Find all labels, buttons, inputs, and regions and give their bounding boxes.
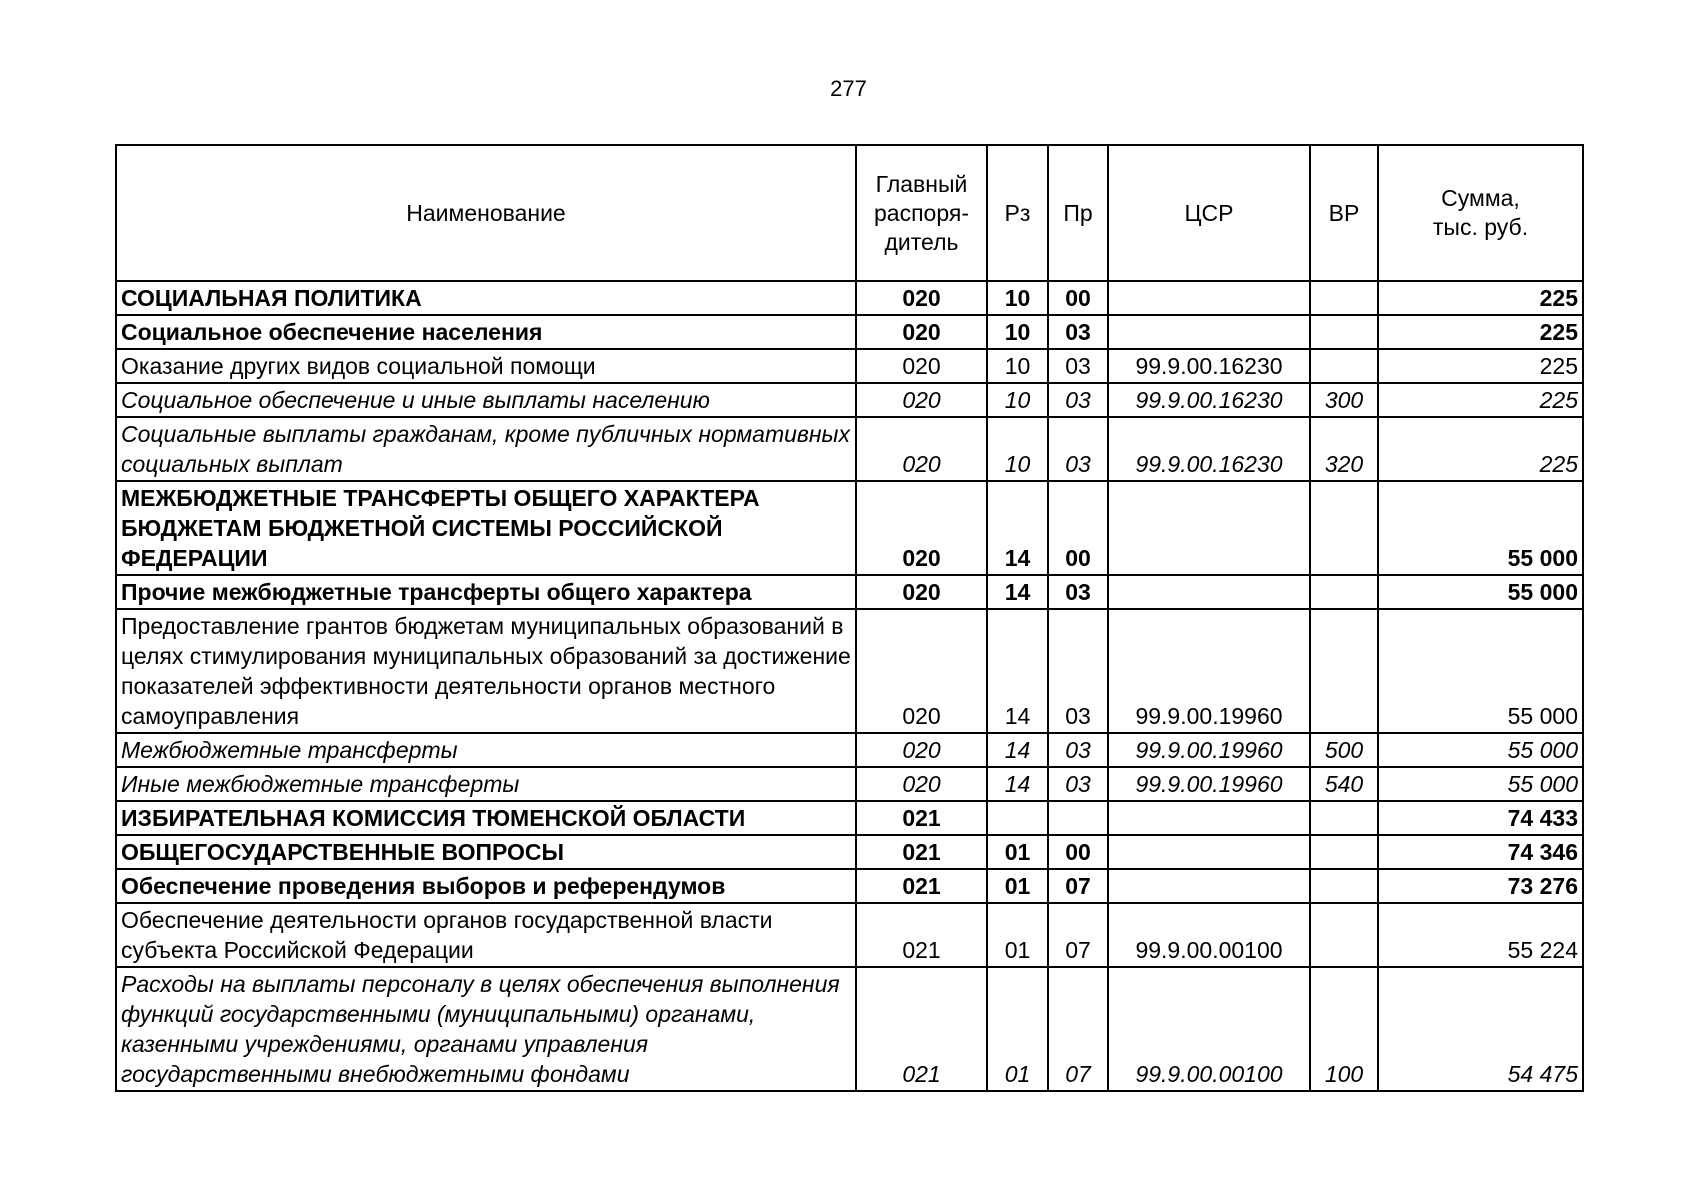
cell-name: Прочие межбюджетные трансферты общего характера <box>116 575 856 609</box>
header-sum <box>1378 145 1583 281</box>
cell-name: Межбюджетные трансферты <box>116 733 856 767</box>
cell-gr: 020 <box>856 349 987 383</box>
cell-sum: 74 433 <box>1378 801 1583 835</box>
cell-csr: 99.9.00.16230 <box>1108 383 1310 417</box>
cell-pr: 03 <box>1048 383 1108 417</box>
cell-pr: 07 <box>1048 903 1108 967</box>
cell-vr: 540 <box>1310 767 1378 801</box>
cell-name: ОБЩЕГОСУДАРСТВЕННЫЕ ВОПРОСЫ <box>116 835 856 869</box>
cell-csr: 99.9.00.19960 <box>1108 733 1310 767</box>
header-main-manager-line1: Главный <box>875 170 968 197</box>
cell-name: МЕЖБЮДЖЕТНЫЕ ТРАНСФЕРТЫ ОБЩЕГО ХАРАКТЕРА БЮДЖЕТАМ БЮДЖЕТНОЙ СИСТЕМЫ РОССИЙСКОЙ ФЕДЕРАЦИИ <box>116 481 856 575</box>
cell-sum: 225 <box>1378 383 1583 417</box>
cell-sum: 55 000 <box>1378 481 1583 575</box>
cell-vr <box>1310 349 1378 383</box>
table-body <box>116 281 1583 1091</box>
table-row <box>116 801 1583 835</box>
cell-sum: 74 346 <box>1378 835 1583 869</box>
cell-sum: 73 276 <box>1378 869 1583 903</box>
cell-csr <box>1108 575 1310 609</box>
cell-gr: 020 <box>856 733 987 767</box>
cell-name: Иные межбюджетные трансферты <box>116 767 856 801</box>
table-row <box>116 967 1583 1091</box>
cell-rz: 10 <box>987 349 1048 383</box>
cell-csr <box>1108 869 1310 903</box>
cell-rz: 01 <box>987 869 1048 903</box>
cell-rz: 10 <box>987 383 1048 417</box>
cell-gr: 020 <box>856 383 987 417</box>
cell-rz: 01 <box>987 835 1048 869</box>
cell-vr <box>1310 801 1378 835</box>
cell-sum: 55 000 <box>1378 767 1583 801</box>
cell-csr: 99.9.00.00100 <box>1108 903 1310 967</box>
cell-rz: 01 <box>987 903 1048 967</box>
cell-vr: 500 <box>1310 733 1378 767</box>
cell-csr: 99.9.00.16230 <box>1108 417 1310 481</box>
header-rz: Рз <box>987 145 1048 281</box>
cell-csr <box>1108 281 1310 315</box>
cell-pr: 00 <box>1048 481 1108 575</box>
cell-name: Оказание других видов социальной помощи <box>116 349 856 383</box>
cell-sum: 55 224 <box>1378 903 1583 967</box>
cell-gr: 020 <box>856 481 987 575</box>
cell-rz: 01 <box>987 967 1048 1091</box>
cell-pr: 07 <box>1048 869 1108 903</box>
cell-pr: 00 <box>1048 835 1108 869</box>
cell-csr: 99.9.00.16230 <box>1108 349 1310 383</box>
cell-pr: 03 <box>1048 767 1108 801</box>
cell-pr: 03 <box>1048 733 1108 767</box>
cell-pr: 03 <box>1048 417 1108 481</box>
cell-sum: 225 <box>1378 417 1583 481</box>
header-row <box>116 145 1583 281</box>
cell-csr <box>1108 801 1310 835</box>
cell-vr <box>1310 609 1378 733</box>
cell-gr: 021 <box>856 835 987 869</box>
table-row <box>116 481 1583 575</box>
header-main-manager-line2: распоря- <box>874 199 969 226</box>
cell-name: Расходы на выплаты персоналу в целях обеспечения выполнения функций государственными (муниципальными) органами, казенными учреждениями, органами управления государственными внебюджетными фондами <box>116 967 856 1091</box>
cell-rz: 10 <box>987 315 1048 349</box>
header-main-manager <box>856 145 987 281</box>
cell-pr: 00 <box>1048 281 1108 315</box>
cell-sum: 55 000 <box>1378 609 1583 733</box>
cell-gr: 020 <box>856 609 987 733</box>
cell-rz <box>987 801 1048 835</box>
cell-sum: 55 000 <box>1378 575 1583 609</box>
cell-csr: 99.9.00.19960 <box>1108 767 1310 801</box>
cell-vr: 320 <box>1310 417 1378 481</box>
cell-gr: 020 <box>856 315 987 349</box>
cell-gr: 020 <box>856 417 987 481</box>
cell-gr: 020 <box>856 767 987 801</box>
table-row <box>116 383 1583 417</box>
cell-gr: 021 <box>856 967 987 1091</box>
cell-pr: 03 <box>1048 575 1108 609</box>
header-csr: ЦСР <box>1108 145 1310 281</box>
cell-name: Социальное обеспечение населения <box>116 315 856 349</box>
cell-rz: 10 <box>987 417 1048 481</box>
cell-sum: 54 475 <box>1378 967 1583 1091</box>
table-row <box>116 315 1583 349</box>
cell-rz: 10 <box>987 281 1048 315</box>
header-sum-line2: тыс. руб. <box>1432 214 1529 240</box>
cell-gr: 021 <box>856 801 987 835</box>
cell-name: Обеспечение деятельности органов государственной власти субъекта Российской Федерации <box>116 903 856 967</box>
page-number: 277 <box>830 76 867 101</box>
cell-gr: 021 <box>856 869 987 903</box>
cell-vr <box>1310 835 1378 869</box>
cell-pr: 07 <box>1048 967 1108 1091</box>
table-row <box>116 903 1583 967</box>
cell-gr: 021 <box>856 903 987 967</box>
table-row <box>116 281 1583 315</box>
cell-name: Социальное обеспечение и иные выплаты населению <box>116 383 856 417</box>
cell-sum: 55 000 <box>1378 733 1583 767</box>
cell-rz: 14 <box>987 575 1048 609</box>
header-name: Наименование <box>116 145 856 281</box>
header-vr: ВР <box>1310 145 1378 281</box>
header-sum-line1: Сумма, <box>1441 185 1520 211</box>
cell-pr: 03 <box>1048 349 1108 383</box>
cell-vr <box>1310 281 1378 315</box>
table-row <box>116 609 1583 733</box>
header-main-manager-line3: дитель <box>884 228 959 255</box>
cell-name: Социальные выплаты гражданам, кроме публичных нормативных социальных выплат <box>116 417 856 481</box>
table-row <box>116 349 1583 383</box>
table-row <box>116 767 1583 801</box>
cell-csr: 99.9.00.19960 <box>1108 609 1310 733</box>
cell-name: Обеспечение проведения выборов и референдумов <box>116 869 856 903</box>
cell-csr <box>1108 315 1310 349</box>
cell-vr <box>1310 575 1378 609</box>
cell-sum: 225 <box>1378 349 1583 383</box>
cell-vr <box>1310 481 1378 575</box>
cell-sum: 225 <box>1378 315 1583 349</box>
cell-name: ИЗБИРАТЕЛЬНАЯ КОМИССИЯ ТЮМЕНСКОЙ ОБЛАСТИ <box>116 801 856 835</box>
cell-rz: 14 <box>987 481 1048 575</box>
cell-rz: 14 <box>987 767 1048 801</box>
cell-name: Предоставление грантов бюджетам муниципальных образований в целях стимулирования муниципальных образований за достижение показателей эффективности деятельности органов местного самоуправления <box>116 609 856 733</box>
cell-pr: 03 <box>1048 315 1108 349</box>
cell-csr <box>1108 835 1310 869</box>
cell-gr: 020 <box>856 575 987 609</box>
table-row <box>116 733 1583 767</box>
budget-table <box>115 144 1584 1092</box>
cell-rz: 14 <box>987 609 1048 733</box>
cell-gr: 020 <box>856 281 987 315</box>
cell-rz: 14 <box>987 733 1048 767</box>
cell-vr: 300 <box>1310 383 1378 417</box>
table-row <box>116 869 1583 903</box>
table-row <box>116 417 1583 481</box>
cell-csr <box>1108 481 1310 575</box>
cell-pr <box>1048 801 1108 835</box>
cell-vr <box>1310 903 1378 967</box>
cell-vr <box>1310 869 1378 903</box>
cell-vr <box>1310 315 1378 349</box>
cell-name: СОЦИАЛЬНАЯ ПОЛИТИКА <box>116 281 856 315</box>
header-pr: Пр <box>1048 145 1108 281</box>
cell-pr: 03 <box>1048 609 1108 733</box>
table-row <box>116 575 1583 609</box>
cell-sum: 225 <box>1378 281 1583 315</box>
cell-vr: 100 <box>1310 967 1378 1091</box>
table-row <box>116 835 1583 869</box>
cell-csr: 99.9.00.00100 <box>1108 967 1310 1091</box>
